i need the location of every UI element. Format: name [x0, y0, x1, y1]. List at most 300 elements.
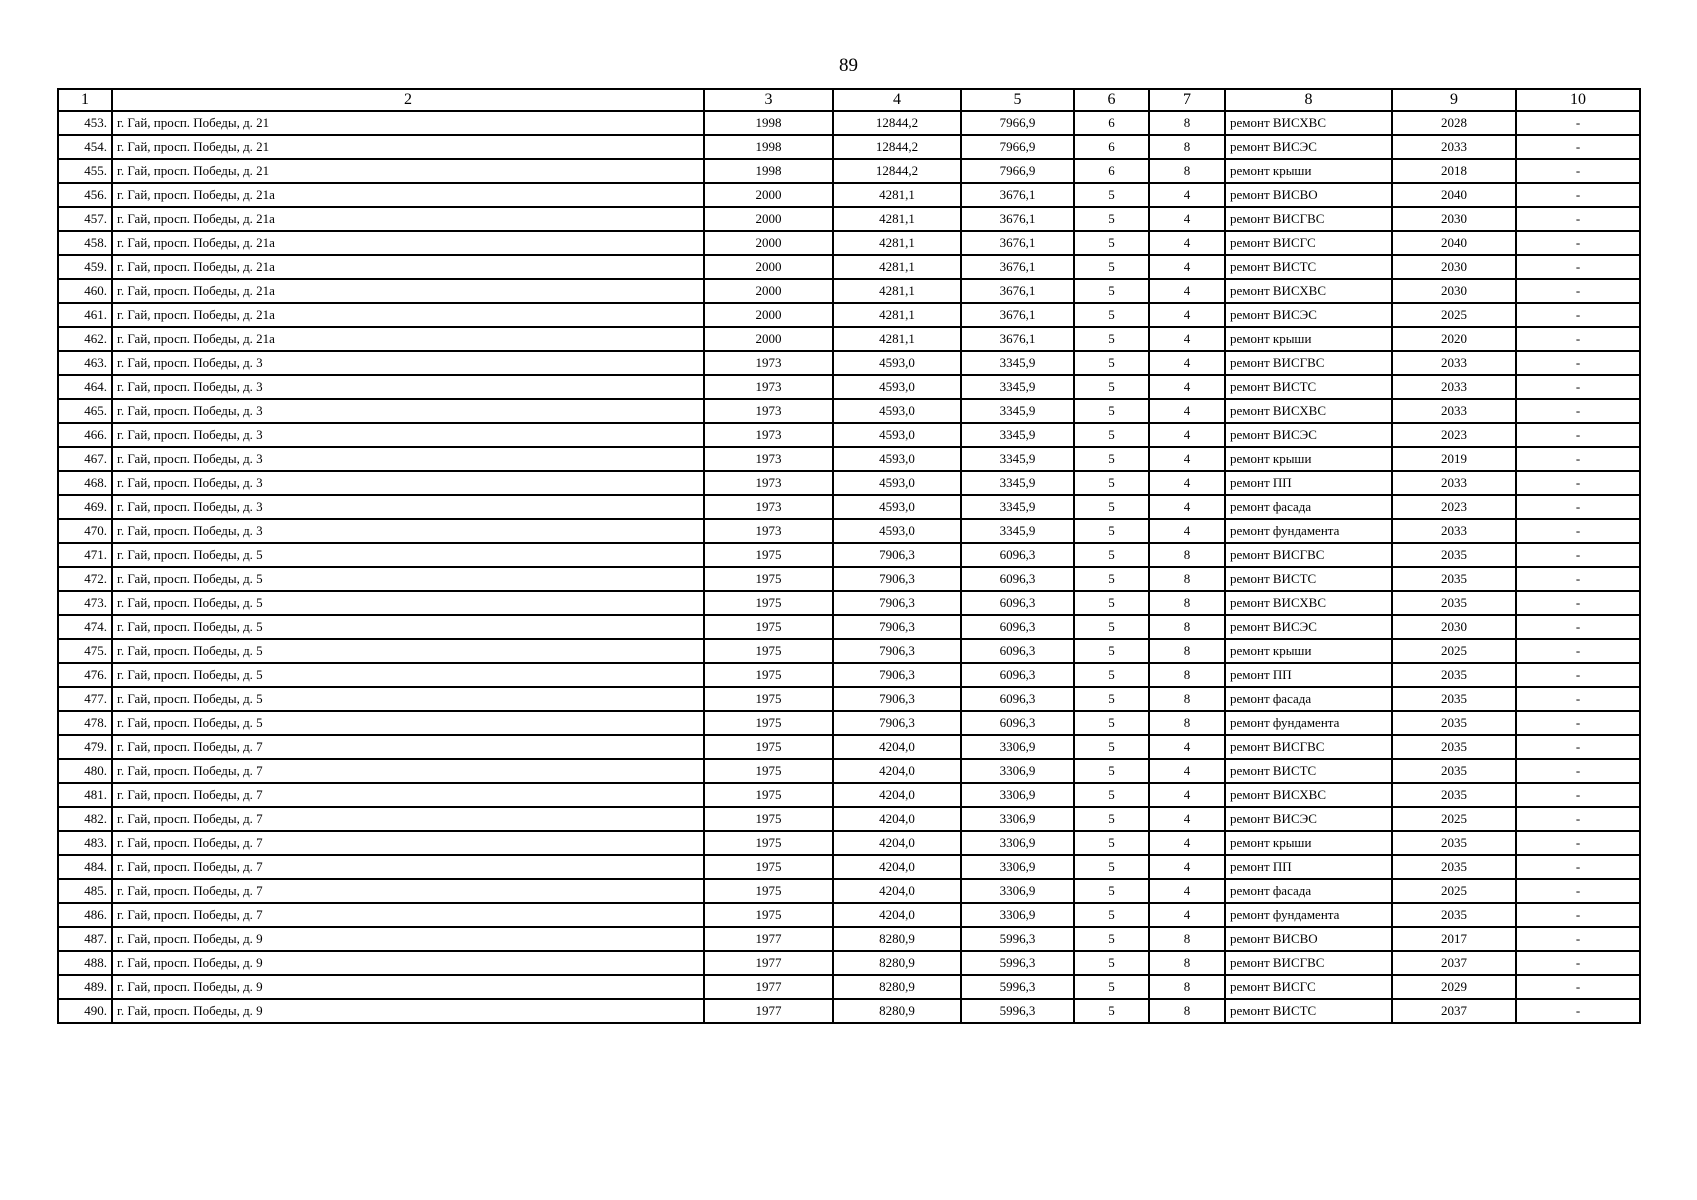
work-type-cell: ремонт фундамента	[1225, 711, 1392, 735]
year-cell: 1975	[704, 687, 833, 711]
table-row	[58, 543, 1640, 567]
total-area-cell: 8280,9	[833, 975, 961, 999]
address-cell: г. Гай, просп. Победы, д. 7	[112, 735, 704, 759]
entrances-cell: 4	[1149, 231, 1225, 255]
address-cell: г. Гай, просп. Победы, д. 3	[112, 519, 704, 543]
address-cell: г. Гай, просп. Победы, д. 3	[112, 423, 704, 447]
note-cell: -	[1516, 495, 1640, 519]
address-cell: г. Гай, просп. Победы, д. 9	[112, 927, 704, 951]
note-cell: -	[1516, 831, 1640, 855]
row-number-cell: 453.	[58, 111, 112, 135]
entrances-cell: 4	[1149, 207, 1225, 231]
address-cell: г. Гай, просп. Победы, д. 21	[112, 159, 704, 183]
year-cell: 1998	[704, 111, 833, 135]
work-type-cell: ремонт ВИСЭС	[1225, 807, 1392, 831]
floors-cell: 5	[1074, 663, 1149, 687]
planned-year-cell: 2019	[1392, 447, 1516, 471]
work-type-cell: ремонт ВИСТС	[1225, 255, 1392, 279]
address-cell: г. Гай, просп. Победы, д. 7	[112, 879, 704, 903]
total-area-cell: 4204,0	[833, 903, 961, 927]
floors-cell: 5	[1074, 519, 1149, 543]
floors-cell: 5	[1074, 303, 1149, 327]
row-number-cell: 461.	[58, 303, 112, 327]
address-cell: г. Гай, просп. Победы, д. 21	[112, 111, 704, 135]
row-number-cell: 481.	[58, 783, 112, 807]
living-area-cell: 3345,9	[961, 423, 1074, 447]
row-number-cell: 477.	[58, 687, 112, 711]
table-row	[58, 255, 1640, 279]
planned-year-cell: 2017	[1392, 927, 1516, 951]
work-type-cell: ремонт ВИСЭС	[1225, 423, 1392, 447]
entrances-cell: 4	[1149, 879, 1225, 903]
note-cell: -	[1516, 639, 1640, 663]
year-cell: 2000	[704, 183, 833, 207]
entrances-cell: 4	[1149, 783, 1225, 807]
note-cell: -	[1516, 975, 1640, 999]
address-cell: г. Гай, просп. Победы, д. 21а	[112, 303, 704, 327]
note-cell: -	[1516, 543, 1640, 567]
work-type-cell: ремонт ВИСГВС	[1225, 543, 1392, 567]
row-number-cell: 456.	[58, 183, 112, 207]
entrances-cell: 8	[1149, 927, 1225, 951]
column-header-5: 5	[961, 89, 1074, 111]
total-area-cell: 7906,3	[833, 591, 961, 615]
living-area-cell: 3306,9	[961, 735, 1074, 759]
table-row	[58, 615, 1640, 639]
note-cell: -	[1516, 327, 1640, 351]
table-row	[58, 423, 1640, 447]
note-cell: -	[1516, 567, 1640, 591]
year-cell: 1975	[704, 543, 833, 567]
planned-year-cell: 2035	[1392, 543, 1516, 567]
floors-cell: 5	[1074, 951, 1149, 975]
table-row	[58, 903, 1640, 927]
note-cell: -	[1516, 615, 1640, 639]
total-area-cell: 4593,0	[833, 495, 961, 519]
planned-year-cell: 2037	[1392, 951, 1516, 975]
row-number-cell: 468.	[58, 471, 112, 495]
work-type-cell: ремонт ВИСВО	[1225, 183, 1392, 207]
year-cell: 1977	[704, 951, 833, 975]
column-header-6: 6	[1074, 89, 1149, 111]
living-area-cell: 3345,9	[961, 447, 1074, 471]
work-type-cell: ремонт ВИСГВС	[1225, 351, 1392, 375]
planned-year-cell: 2023	[1392, 495, 1516, 519]
floors-cell: 5	[1074, 183, 1149, 207]
table-row	[58, 639, 1640, 663]
living-area-cell: 3676,1	[961, 327, 1074, 351]
note-cell: -	[1516, 951, 1640, 975]
floors-cell: 5	[1074, 255, 1149, 279]
planned-year-cell: 2040	[1392, 183, 1516, 207]
work-type-cell: ремонт ВИСЭС	[1225, 303, 1392, 327]
row-number-cell: 467.	[58, 447, 112, 471]
living-area-cell: 3306,9	[961, 903, 1074, 927]
address-cell: г. Гай, просп. Победы, д. 7	[112, 831, 704, 855]
floors-cell: 5	[1074, 423, 1149, 447]
year-cell: 1973	[704, 375, 833, 399]
year-cell: 2000	[704, 303, 833, 327]
planned-year-cell: 2029	[1392, 975, 1516, 999]
note-cell: -	[1516, 399, 1640, 423]
note-cell: -	[1516, 375, 1640, 399]
total-area-cell: 4204,0	[833, 735, 961, 759]
entrances-cell: 8	[1149, 111, 1225, 135]
floors-cell: 5	[1074, 375, 1149, 399]
year-cell: 2000	[704, 255, 833, 279]
living-area-cell: 3306,9	[961, 831, 1074, 855]
address-cell: г. Гай, просп. Победы, д. 3	[112, 351, 704, 375]
planned-year-cell: 2033	[1392, 471, 1516, 495]
table-row	[58, 135, 1640, 159]
floors-cell: 5	[1074, 999, 1149, 1023]
column-header-10: 10	[1516, 89, 1640, 111]
table-row	[58, 831, 1640, 855]
floors-cell: 5	[1074, 687, 1149, 711]
row-number-cell: 459.	[58, 255, 112, 279]
planned-year-cell: 2030	[1392, 255, 1516, 279]
entrances-cell: 8	[1149, 159, 1225, 183]
table-row	[58, 207, 1640, 231]
floors-cell: 5	[1074, 831, 1149, 855]
year-cell: 1973	[704, 423, 833, 447]
row-number-cell: 465.	[58, 399, 112, 423]
address-cell: г. Гай, просп. Победы, д. 21а	[112, 279, 704, 303]
column-header-3: 3	[704, 89, 833, 111]
table-row	[58, 567, 1640, 591]
entrances-cell: 4	[1149, 831, 1225, 855]
year-cell: 1977	[704, 975, 833, 999]
total-area-cell: 4593,0	[833, 375, 961, 399]
entrances-cell: 8	[1149, 711, 1225, 735]
total-area-cell: 12844,2	[833, 111, 961, 135]
work-type-cell: ремонт ВИСТС	[1225, 759, 1392, 783]
row-number-cell: 469.	[58, 495, 112, 519]
address-cell: г. Гай, просп. Победы, д. 7	[112, 903, 704, 927]
work-type-cell: ремонт ВИСХВС	[1225, 399, 1392, 423]
total-area-cell: 4204,0	[833, 879, 961, 903]
work-type-cell: ремонт ВИСТС	[1225, 567, 1392, 591]
living-area-cell: 3345,9	[961, 399, 1074, 423]
work-type-cell: ремонт ВИСГВС	[1225, 951, 1392, 975]
work-type-cell: ремонт фасада	[1225, 879, 1392, 903]
entrances-cell: 8	[1149, 615, 1225, 639]
total-area-cell: 4204,0	[833, 831, 961, 855]
table-row	[58, 663, 1640, 687]
year-cell: 1975	[704, 807, 833, 831]
row-number-cell: 485.	[58, 879, 112, 903]
floors-cell: 5	[1074, 879, 1149, 903]
address-cell: г. Гай, просп. Победы, д. 7	[112, 855, 704, 879]
year-cell: 1975	[704, 855, 833, 879]
work-type-cell: ремонт ВИСГС	[1225, 975, 1392, 999]
work-type-cell: ремонт ПП	[1225, 471, 1392, 495]
row-number-cell: 490.	[58, 999, 112, 1023]
note-cell: -	[1516, 447, 1640, 471]
living-area-cell: 6096,3	[961, 615, 1074, 639]
table-row	[58, 879, 1640, 903]
note-cell: -	[1516, 807, 1640, 831]
year-cell: 1973	[704, 471, 833, 495]
row-number-cell: 454.	[58, 135, 112, 159]
row-number-cell: 466.	[58, 423, 112, 447]
note-cell: -	[1516, 303, 1640, 327]
year-cell: 2000	[704, 207, 833, 231]
year-cell: 1998	[704, 159, 833, 183]
entrances-cell: 8	[1149, 687, 1225, 711]
planned-year-cell: 2035	[1392, 663, 1516, 687]
entrances-cell: 4	[1149, 759, 1225, 783]
row-number-cell: 476.	[58, 663, 112, 687]
address-cell: г. Гай, просп. Победы, д. 5	[112, 567, 704, 591]
table-row	[58, 183, 1640, 207]
table-row	[58, 351, 1640, 375]
year-cell: 2000	[704, 279, 833, 303]
work-type-cell: ремонт крыши	[1225, 327, 1392, 351]
note-cell: -	[1516, 207, 1640, 231]
work-type-cell: ремонт ПП	[1225, 855, 1392, 879]
work-type-cell: ремонт крыши	[1225, 159, 1392, 183]
floors-cell: 5	[1074, 543, 1149, 567]
total-area-cell: 4593,0	[833, 351, 961, 375]
table-header-row	[58, 89, 1640, 111]
table-row	[58, 687, 1640, 711]
work-type-cell: ремонт ВИСГВС	[1225, 735, 1392, 759]
entrances-cell: 4	[1149, 351, 1225, 375]
address-cell: г. Гай, просп. Победы, д. 7	[112, 759, 704, 783]
column-header-4: 4	[833, 89, 961, 111]
work-type-cell: ремонт ВИСТС	[1225, 999, 1392, 1023]
planned-year-cell: 2025	[1392, 639, 1516, 663]
total-area-cell: 7906,3	[833, 543, 961, 567]
row-number-cell: 471.	[58, 543, 112, 567]
entrances-cell: 4	[1149, 375, 1225, 399]
entrances-cell: 4	[1149, 423, 1225, 447]
planned-year-cell: 2033	[1392, 351, 1516, 375]
column-header-9: 9	[1392, 89, 1516, 111]
living-area-cell: 3676,1	[961, 279, 1074, 303]
living-area-cell: 6096,3	[961, 591, 1074, 615]
address-cell: г. Гай, просп. Победы, д. 5	[112, 687, 704, 711]
row-number-cell: 479.	[58, 735, 112, 759]
floors-cell: 5	[1074, 471, 1149, 495]
address-cell: г. Гай, просп. Победы, д. 3	[112, 375, 704, 399]
floors-cell: 5	[1074, 351, 1149, 375]
year-cell: 1975	[704, 663, 833, 687]
living-area-cell: 6096,3	[961, 687, 1074, 711]
year-cell: 1975	[704, 591, 833, 615]
total-area-cell: 4593,0	[833, 447, 961, 471]
table-row	[58, 807, 1640, 831]
work-type-cell: ремонт ВИСХВС	[1225, 783, 1392, 807]
year-cell: 1975	[704, 903, 833, 927]
planned-year-cell: 2033	[1392, 519, 1516, 543]
total-area-cell: 4281,1	[833, 231, 961, 255]
row-number-cell: 487.	[58, 927, 112, 951]
planned-year-cell: 2030	[1392, 207, 1516, 231]
row-number-cell: 482.	[58, 807, 112, 831]
total-area-cell: 4204,0	[833, 855, 961, 879]
work-type-cell: ремонт фундамента	[1225, 519, 1392, 543]
total-area-cell: 4204,0	[833, 759, 961, 783]
planned-year-cell: 2025	[1392, 879, 1516, 903]
note-cell: -	[1516, 111, 1640, 135]
work-type-cell: ремонт крыши	[1225, 447, 1392, 471]
floors-cell: 5	[1074, 495, 1149, 519]
work-type-cell: ремонт ВИСЭС	[1225, 135, 1392, 159]
entrances-cell: 4	[1149, 495, 1225, 519]
table-row	[58, 999, 1640, 1023]
total-area-cell: 4204,0	[833, 783, 961, 807]
entrances-cell: 8	[1149, 999, 1225, 1023]
work-type-cell: ремонт фасада	[1225, 495, 1392, 519]
entrances-cell: 4	[1149, 807, 1225, 831]
address-cell: г. Гай, просп. Победы, д. 5	[112, 663, 704, 687]
floors-cell: 5	[1074, 711, 1149, 735]
repair-schedule-table	[57, 88, 1641, 1024]
total-area-cell: 7906,3	[833, 663, 961, 687]
table-row	[58, 711, 1640, 735]
row-number-cell: 486.	[58, 903, 112, 927]
note-cell: -	[1516, 183, 1640, 207]
note-cell: -	[1516, 855, 1640, 879]
planned-year-cell: 2035	[1392, 783, 1516, 807]
planned-year-cell: 2035	[1392, 759, 1516, 783]
living-area-cell: 3306,9	[961, 879, 1074, 903]
year-cell: 1975	[704, 783, 833, 807]
table-row	[58, 519, 1640, 543]
floors-cell: 5	[1074, 855, 1149, 879]
living-area-cell: 3306,9	[961, 783, 1074, 807]
note-cell: -	[1516, 999, 1640, 1023]
column-header-1: 1	[58, 89, 112, 111]
address-cell: г. Гай, просп. Победы, д. 5	[112, 591, 704, 615]
row-number-cell: 483.	[58, 831, 112, 855]
year-cell: 1975	[704, 615, 833, 639]
entrances-cell: 4	[1149, 183, 1225, 207]
row-number-cell: 464.	[58, 375, 112, 399]
note-cell: -	[1516, 903, 1640, 927]
address-cell: г. Гай, просп. Победы, д. 21а	[112, 207, 704, 231]
planned-year-cell: 2025	[1392, 303, 1516, 327]
living-area-cell: 6096,3	[961, 567, 1074, 591]
planned-year-cell: 2035	[1392, 735, 1516, 759]
work-type-cell: ремонт ВИСГВС	[1225, 207, 1392, 231]
address-cell: г. Гай, просп. Победы, д. 9	[112, 951, 704, 975]
floors-cell: 5	[1074, 783, 1149, 807]
floors-cell: 5	[1074, 759, 1149, 783]
total-area-cell: 4281,1	[833, 183, 961, 207]
total-area-cell: 4281,1	[833, 327, 961, 351]
row-number-cell: 480.	[58, 759, 112, 783]
floors-cell: 5	[1074, 639, 1149, 663]
living-area-cell: 6096,3	[961, 711, 1074, 735]
table-row	[58, 303, 1640, 327]
address-cell: г. Гай, просп. Победы, д. 3	[112, 471, 704, 495]
year-cell: 1973	[704, 399, 833, 423]
note-cell: -	[1516, 591, 1640, 615]
entrances-cell: 4	[1149, 735, 1225, 759]
note-cell: -	[1516, 279, 1640, 303]
planned-year-cell: 2035	[1392, 855, 1516, 879]
total-area-cell: 4593,0	[833, 471, 961, 495]
address-cell: г. Гай, просп. Победы, д. 3	[112, 399, 704, 423]
living-area-cell: 7966,9	[961, 135, 1074, 159]
note-cell: -	[1516, 663, 1640, 687]
planned-year-cell: 2033	[1392, 375, 1516, 399]
note-cell: -	[1516, 351, 1640, 375]
entrances-cell: 8	[1149, 951, 1225, 975]
table-row	[58, 759, 1640, 783]
row-number-cell: 484.	[58, 855, 112, 879]
total-area-cell: 12844,2	[833, 135, 961, 159]
year-cell: 1973	[704, 495, 833, 519]
table-row	[58, 399, 1640, 423]
year-cell: 1998	[704, 135, 833, 159]
entrances-cell: 8	[1149, 663, 1225, 687]
year-cell: 1975	[704, 639, 833, 663]
work-type-cell: ремонт ВИСЭС	[1225, 615, 1392, 639]
year-cell: 1973	[704, 351, 833, 375]
year-cell: 2000	[704, 231, 833, 255]
address-cell: г. Гай, просп. Победы, д. 3	[112, 447, 704, 471]
note-cell: -	[1516, 687, 1640, 711]
living-area-cell: 3676,1	[961, 207, 1074, 231]
year-cell: 1975	[704, 831, 833, 855]
planned-year-cell: 2030	[1392, 279, 1516, 303]
living-area-cell: 3676,1	[961, 183, 1074, 207]
planned-year-cell: 2035	[1392, 831, 1516, 855]
floors-cell: 5	[1074, 591, 1149, 615]
planned-year-cell: 2028	[1392, 111, 1516, 135]
total-area-cell: 7906,3	[833, 687, 961, 711]
row-number-cell: 472.	[58, 567, 112, 591]
planned-year-cell: 2023	[1392, 423, 1516, 447]
table-row	[58, 159, 1640, 183]
planned-year-cell: 2030	[1392, 615, 1516, 639]
row-number-cell: 457.	[58, 207, 112, 231]
floors-cell: 5	[1074, 279, 1149, 303]
work-type-cell: ремонт ПП	[1225, 663, 1392, 687]
row-number-cell: 489.	[58, 975, 112, 999]
living-area-cell: 6096,3	[961, 663, 1074, 687]
living-area-cell: 3306,9	[961, 807, 1074, 831]
year-cell: 1973	[704, 447, 833, 471]
address-cell: г. Гай, просп. Победы, д. 5	[112, 615, 704, 639]
total-area-cell: 8280,9	[833, 951, 961, 975]
year-cell: 1975	[704, 567, 833, 591]
floors-cell: 6	[1074, 111, 1149, 135]
total-area-cell: 7906,3	[833, 639, 961, 663]
planned-year-cell: 2035	[1392, 591, 1516, 615]
total-area-cell: 8280,9	[833, 927, 961, 951]
work-type-cell: ремонт ВИСХВС	[1225, 591, 1392, 615]
row-number-cell: 488.	[58, 951, 112, 975]
table-body	[58, 111, 1640, 1023]
address-cell: г. Гай, просп. Победы, д. 21а	[112, 255, 704, 279]
planned-year-cell: 2040	[1392, 231, 1516, 255]
floors-cell: 6	[1074, 135, 1149, 159]
living-area-cell: 6096,3	[961, 639, 1074, 663]
floors-cell: 5	[1074, 207, 1149, 231]
living-area-cell: 3676,1	[961, 231, 1074, 255]
work-type-cell: ремонт фундамента	[1225, 903, 1392, 927]
note-cell: -	[1516, 471, 1640, 495]
row-number-cell: 475.	[58, 639, 112, 663]
table-row	[58, 327, 1640, 351]
planned-year-cell: 2020	[1392, 327, 1516, 351]
living-area-cell: 5996,3	[961, 999, 1074, 1023]
